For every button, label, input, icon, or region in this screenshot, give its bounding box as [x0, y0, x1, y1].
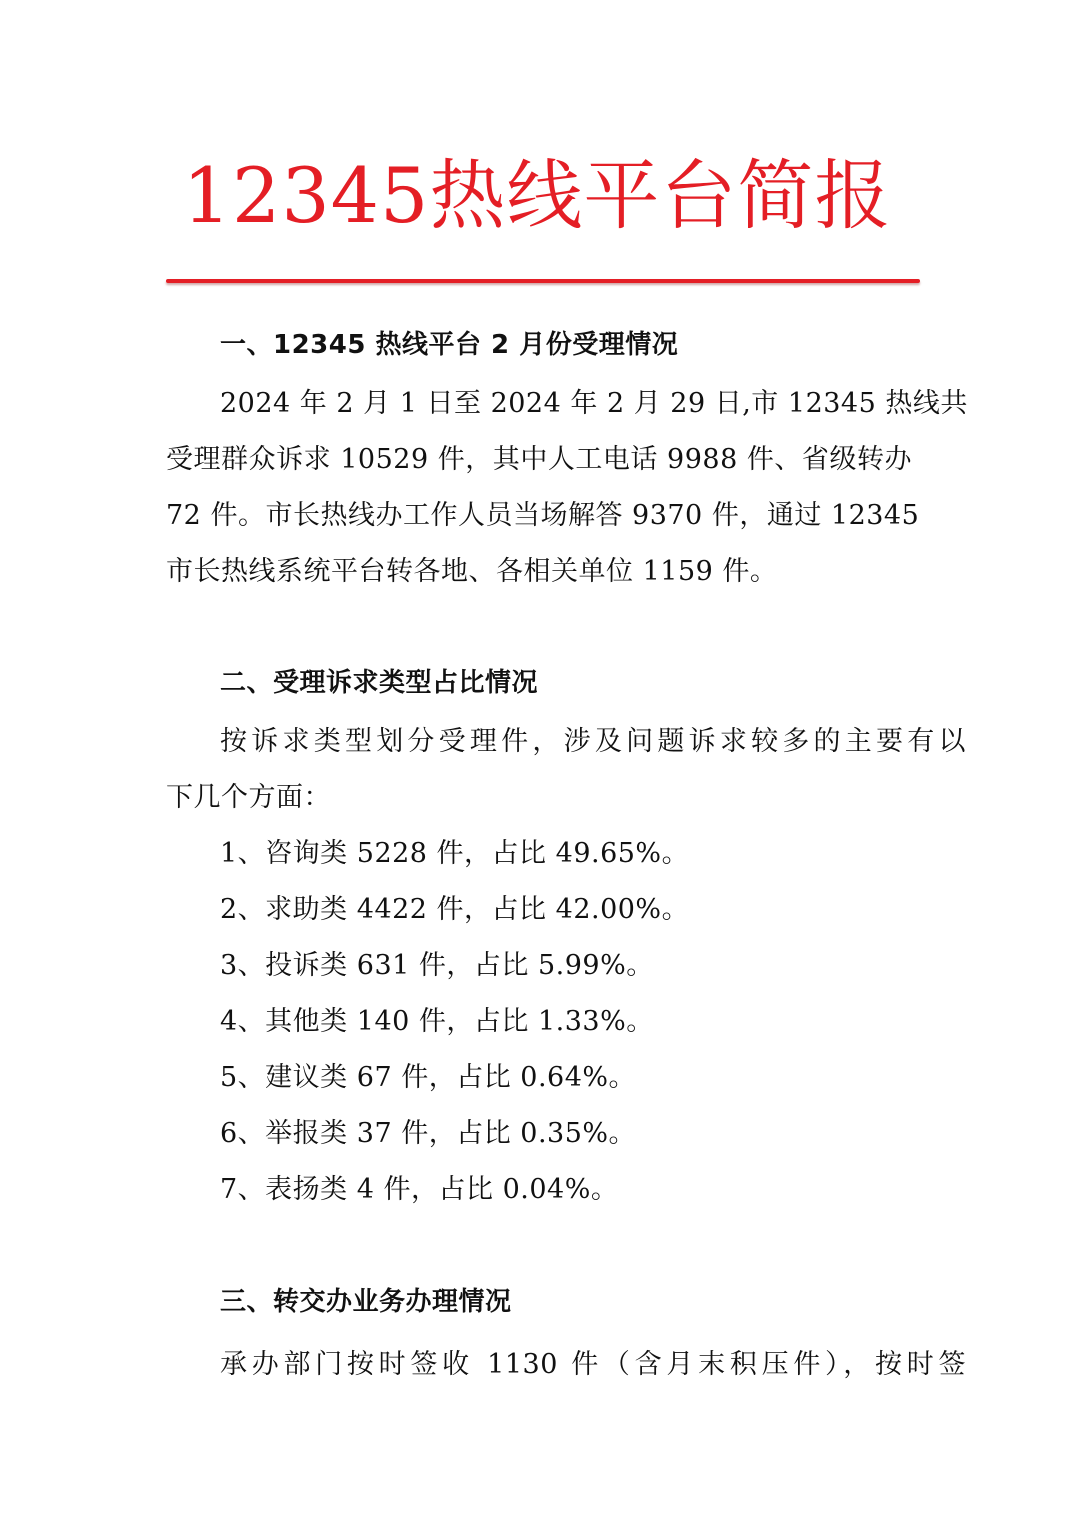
section-2-heading: 二、受理诉求类型占比情况 — [220, 668, 539, 698]
section-1-line-4: 市长热线系统平台转各地、各相关单位 1159 件。 — [166, 556, 778, 587]
document-title: 12345热线平台简报 — [182, 151, 892, 240]
list-item: 1、咨询类 5228 件，占比 49.65%。 — [220, 838, 690, 869]
section-1-line-3: 72 件。市长热线办工作人员当场解答 9370 件，通过 12345 — [166, 500, 920, 531]
list-item: 3、投诉类 631 件，占比 5.99%。 — [220, 950, 654, 981]
section-3-heading: 三、转交办业务办理情况 — [220, 1287, 512, 1317]
section-1-line-1: 2024 年 2 月 1 日至 2024 年 2 月 29 日,市 12345 热线共 — [220, 388, 968, 419]
list-item: 6、举报类 37 件，占比 0.35%。 — [220, 1118, 637, 1149]
title-divider — [166, 279, 920, 283]
list-item: 7、表扬类 4 件，占比 0.04%。 — [220, 1174, 619, 1205]
section-2-line-1: 按诉求类型划分受理件，涉及问题诉求较多的主要有以 — [220, 726, 966, 757]
section-2-line-2: 下几个方面： — [166, 782, 331, 813]
section-1-line-2: 受理群众诉求 10529 件，其中人工电话 9988 件、省级转办 — [166, 444, 912, 475]
section-3-line-1: 承办部门按时签收 1130 件（含月末积压件），按时签 — [220, 1349, 966, 1380]
section-1-heading: 一、12345 热线平台 2 月份受理情况 — [220, 330, 679, 360]
list-item: 2、求助类 4422 件，占比 42.00%。 — [220, 894, 690, 925]
list-item: 5、建议类 67 件，占比 0.64%。 — [220, 1062, 637, 1093]
list-item: 4、其他类 140 件，占比 1.33%。 — [220, 1006, 654, 1037]
